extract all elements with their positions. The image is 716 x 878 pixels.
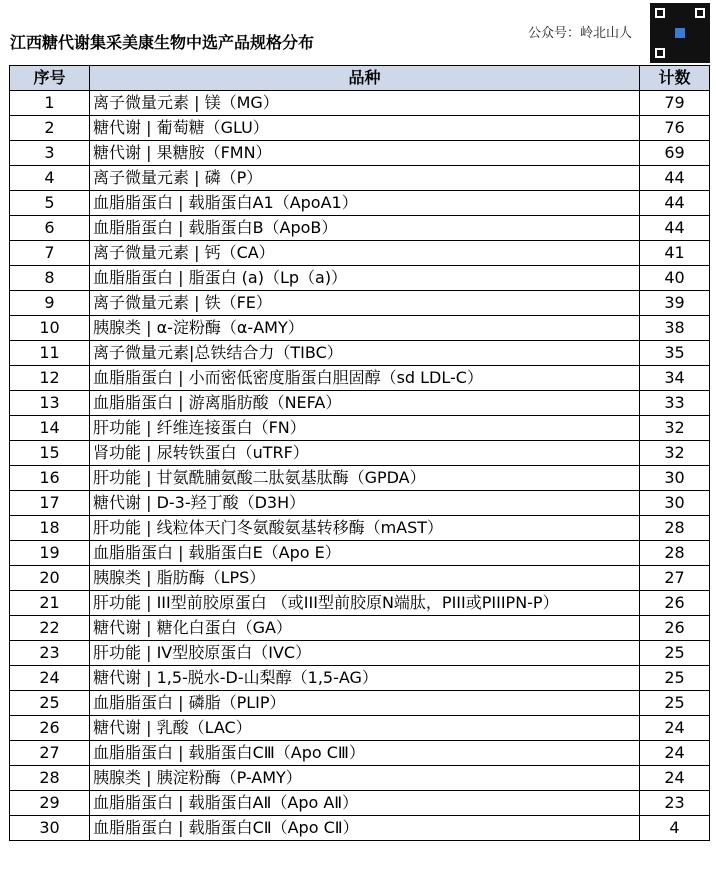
row-no: 5 [10,191,90,216]
row-no: 25 [10,691,90,716]
table-row [10,591,710,616]
row-count: 79 [640,91,710,116]
row-count: 69 [640,141,710,166]
row-name: 血脂脂蛋白 | 载脂蛋白A1（ApoA1） [90,191,640,216]
row-name: 糖代谢 | 乳酸（LAC） [90,716,640,741]
table-row [10,616,710,641]
row-no: 16 [10,466,90,491]
table-row [10,241,710,266]
table-row [10,441,710,466]
table-row [10,641,710,666]
table-row [10,141,710,166]
table-row [10,341,710,366]
row-count: 44 [640,166,710,191]
row-no: 9 [10,291,90,316]
row-count: 41 [640,241,710,266]
row-count: 76 [640,116,710,141]
row-no: 17 [10,491,90,516]
table-row [10,216,710,241]
row-name: 糖代谢 | 果糖胺（FMN） [90,141,640,166]
row-count: 38 [640,316,710,341]
table-row [10,741,710,766]
table-row [10,166,710,191]
table-row [10,541,710,566]
row-no: 15 [10,441,90,466]
header-no: 序号 [10,66,90,91]
account-label: 公众号：岭北山人 [528,26,633,41]
table-row [10,416,710,441]
row-count: 44 [640,216,710,241]
row-name: 离子微量元素 | 镁（MG） [90,91,640,116]
row-name: 血脂脂蛋白 | 载脂蛋白AⅡ（Apo AⅡ） [90,791,640,816]
table-row [10,791,710,816]
row-name: 肝功能 | IV型胶原蛋白（IVC） [90,641,640,666]
row-name: 糖代谢 | 1,5-脱水-D-山梨醇（1,5-AG） [90,666,640,691]
row-count: 32 [640,416,710,441]
row-name: 离子微量元素 | 铁（FE） [90,291,640,316]
row-name: 肝功能 | 纤维连接蛋白（FN） [90,416,640,441]
row-no: 24 [10,666,90,691]
row-count: 25 [640,641,710,666]
row-count: 4 [640,816,710,841]
row-name: 胰腺类 | 胰淀粉酶（P-AMY） [90,766,640,791]
row-no: 8 [10,266,90,291]
table-row [10,391,710,416]
table-row [10,716,710,741]
qr-code-icon [650,3,710,63]
row-no: 26 [10,716,90,741]
table-row [10,466,710,491]
table-row [10,816,710,841]
table-row [10,566,710,591]
row-count: 44 [640,191,710,216]
table-row [10,366,710,391]
row-name: 血脂脂蛋白 | 磷脂（PLIP） [90,691,640,716]
table-row [10,666,710,691]
table-row [10,116,710,141]
row-count: 24 [640,766,710,791]
row-name: 肝功能 | 甘氨酰脯氨酸二肽氨基肽酶（GPDA） [90,466,640,491]
row-no: 29 [10,791,90,816]
row-name: 血脂脂蛋白 | 载脂蛋白B（ApoB） [90,216,640,241]
table-row [10,91,710,116]
row-name: 血脂脂蛋白 | 游离脂肪酸（NEFA） [90,391,640,416]
row-no: 22 [10,616,90,641]
row-count: 40 [640,266,710,291]
table-row [10,766,710,791]
row-name: 离子微量元素 | 磷（P） [90,166,640,191]
row-no: 3 [10,141,90,166]
row-no: 2 [10,116,90,141]
row-count: 26 [640,616,710,641]
table-row [10,291,710,316]
row-name: 肾功能 | 尿转铁蛋白（uTRF） [90,441,640,466]
header-count: 计数 [640,66,710,91]
row-no: 10 [10,316,90,341]
row-count: 28 [640,516,710,541]
row-count: 35 [640,341,710,366]
row-no: 19 [10,541,90,566]
row-count: 24 [640,716,710,741]
row-name: 肝功能 | III型前胶原蛋白 （或III型前胶原N端肽，PIII或PIIIPN-P） [90,591,640,616]
page-title: 江西糖代谢集采美康生物中选产品规格分布 [10,33,315,52]
row-count: 30 [640,491,710,516]
row-count: 27 [640,566,710,591]
row-name: 血脂脂蛋白 | 小而密低密度脂蛋白胆固醇（sd LDL-C） [90,366,640,391]
row-name: 血脂脂蛋白 | 载脂蛋白E（Apo E） [90,541,640,566]
row-name: 肝功能 | 线粒体天门冬氨酸氨基转移酶（mAST） [90,516,640,541]
table-row [10,691,710,716]
row-count: 28 [640,541,710,566]
page-header [0,0,716,64]
row-count: 33 [640,391,710,416]
row-no: 30 [10,816,90,841]
row-no: 18 [10,516,90,541]
product-spec-table [9,65,710,841]
table-row [10,516,710,541]
table-row [10,191,710,216]
row-count: 30 [640,466,710,491]
table-header-row [10,66,710,91]
row-no: 11 [10,341,90,366]
row-no: 4 [10,166,90,191]
row-name: 糖代谢 | 糖化白蛋白（GA） [90,616,640,641]
row-name: 离子微量元素 | 钙（CA） [90,241,640,266]
row-name: 胰腺类 | 脂肪酶（LPS） [90,566,640,591]
row-name: 血脂脂蛋白 | 脂蛋白 (a)（Lp（a)） [90,266,640,291]
row-no: 20 [10,566,90,591]
row-no: 7 [10,241,90,266]
row-count: 32 [640,441,710,466]
row-no: 1 [10,91,90,116]
table-row [10,491,710,516]
row-name: 胰腺类 | α-淀粉酶（α-AMY） [90,316,640,341]
row-count: 25 [640,691,710,716]
row-name: 血脂脂蛋白 | 载脂蛋白CⅢ（Apo CⅢ） [90,741,640,766]
row-name: 血脂脂蛋白 | 载脂蛋白CⅡ（Apo CⅡ） [90,816,640,841]
row-name: 糖代谢 | D-3-羟丁酸（D3H） [90,491,640,516]
table-row [10,316,710,341]
row-name: 离子微量元素|总铁结合力（TIBC） [90,341,640,366]
row-count: 39 [640,291,710,316]
row-no: 13 [10,391,90,416]
header-name: 品种 [90,66,640,91]
row-count: 23 [640,791,710,816]
row-no: 23 [10,641,90,666]
row-no: 21 [10,591,90,616]
row-count: 26 [640,591,710,616]
row-name: 糖代谢 | 葡萄糖（GLU） [90,116,640,141]
row-no: 27 [10,741,90,766]
row-count: 34 [640,366,710,391]
row-count: 24 [640,741,710,766]
row-no: 6 [10,216,90,241]
row-count: 25 [640,666,710,691]
row-no: 14 [10,416,90,441]
table-row [10,266,710,291]
row-no: 28 [10,766,90,791]
row-no: 12 [10,366,90,391]
